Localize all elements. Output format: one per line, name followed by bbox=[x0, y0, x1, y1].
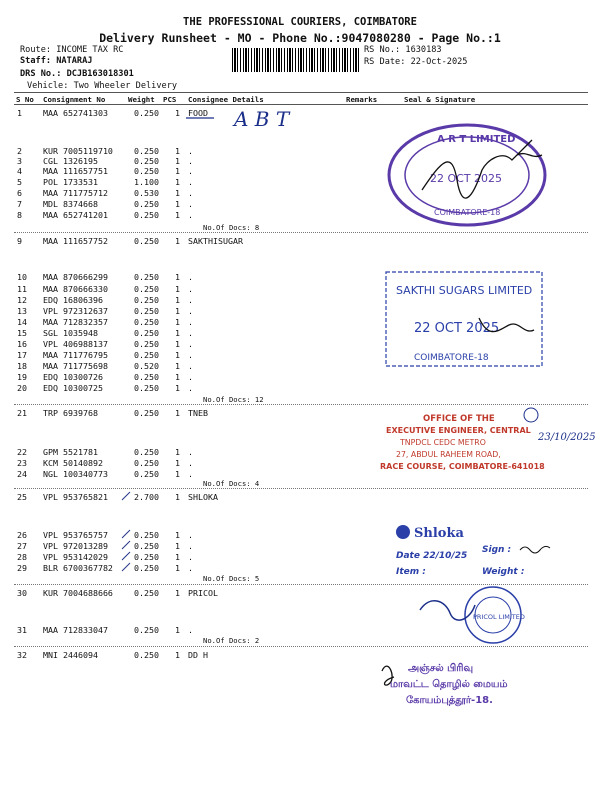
row-weight: 0.250 bbox=[134, 306, 159, 316]
row-consignee: . bbox=[188, 306, 193, 316]
drs-label: DRS No.: DCJB163018301 bbox=[20, 69, 134, 79]
svg-text:அஞ்சல் பிரிவு: அஞ்சல் பிரிவு bbox=[408, 663, 474, 674]
route-label: Route: INCOME TAX RC bbox=[20, 45, 124, 55]
row-sno: 14 bbox=[17, 317, 27, 327]
row-sno: 25 bbox=[17, 492, 27, 502]
row-sno: 15 bbox=[17, 328, 27, 338]
sakthi-sugars-stamp bbox=[384, 270, 544, 370]
barcode bbox=[232, 48, 360, 72]
row-sno: 16 bbox=[17, 339, 27, 349]
row-sno: 24 bbox=[17, 469, 27, 479]
svg-text:22 OCT 2025: 22 OCT 2025 bbox=[430, 172, 503, 185]
svg-text:23/10/2025: 23/10/2025 bbox=[538, 432, 596, 443]
row-consignee: . bbox=[188, 188, 193, 198]
row-pcs: 1 bbox=[175, 469, 180, 479]
row-consignee: . bbox=[188, 469, 193, 479]
row-weight: 0.250 bbox=[134, 372, 159, 382]
row-consignee: . bbox=[188, 383, 193, 393]
row-sno: 28 bbox=[17, 552, 27, 562]
row-consignee: FOOD bbox=[188, 108, 208, 118]
col-header-sno: S No bbox=[16, 95, 34, 104]
rs-date: RS Date: 22-Oct-2025 bbox=[364, 57, 468, 67]
row-pcs: 1 bbox=[175, 177, 180, 187]
row-pcs: 1 bbox=[175, 236, 180, 246]
table-row bbox=[0, 492, 600, 502]
row-consignment: MAA 870666330 bbox=[43, 284, 108, 294]
row-weight: 0.250 bbox=[134, 563, 159, 573]
row-consignee: . bbox=[188, 541, 193, 551]
row-consignee: . bbox=[188, 272, 193, 282]
row-pcs: 1 bbox=[175, 372, 180, 382]
row-consignment: EDQ 16806396 bbox=[43, 295, 103, 305]
row-weight: 0.250 bbox=[134, 328, 159, 338]
row-weight: 0.530 bbox=[134, 188, 159, 198]
row-weight: 0.250 bbox=[134, 284, 159, 294]
svg-text:Date 22/10/25: Date 22/10/25 bbox=[396, 551, 468, 561]
svg-text:மாவட்ட தொழில் மையம்: மாவட்ட தொழில் மையம் bbox=[390, 679, 508, 690]
row-pcs: 1 bbox=[175, 108, 180, 118]
row-pcs: 1 bbox=[175, 272, 180, 282]
svg-text:27, ABDUL RAHEEM ROAD,: 27, ABDUL RAHEEM ROAD, bbox=[396, 450, 501, 459]
pen-marks bbox=[118, 490, 138, 580]
col-header-weight: Weight bbox=[128, 95, 155, 104]
row-pcs: 1 bbox=[175, 541, 180, 551]
row-sno: 11 bbox=[17, 284, 27, 294]
row-consignment: EDQ 10300726 bbox=[43, 372, 103, 382]
row-pcs: 1 bbox=[175, 350, 180, 360]
row-weight: 0.250 bbox=[134, 350, 159, 360]
row-sno: 26 bbox=[17, 530, 27, 540]
shloka-stamp bbox=[390, 520, 565, 590]
art-limited-stamp bbox=[382, 120, 552, 230]
row-pcs: 1 bbox=[175, 328, 180, 338]
row-consignment: POL 1733531 bbox=[43, 177, 98, 187]
row-consignment: MAA 711776795 bbox=[43, 350, 108, 360]
row-consignment: VPL 972312637 bbox=[43, 306, 108, 316]
pricol-stamp bbox=[415, 585, 545, 650]
row-weight: 0.250 bbox=[134, 383, 159, 393]
row-weight: 0.250 bbox=[134, 447, 159, 457]
svg-text:Item :: Item : bbox=[396, 567, 426, 577]
row-consignment: MDL 8374668 bbox=[43, 199, 98, 209]
row-weight: 0.250 bbox=[134, 650, 159, 660]
row-consignee: . bbox=[188, 372, 193, 382]
row-pcs: 1 bbox=[175, 408, 180, 418]
row-sno: 32 bbox=[17, 650, 27, 660]
row-weight: 0.520 bbox=[134, 361, 159, 371]
row-consignee: . bbox=[188, 146, 193, 156]
row-sno: 1 bbox=[17, 108, 22, 118]
table-row bbox=[0, 383, 600, 393]
row-consignment: MAA 111657752 bbox=[43, 236, 108, 246]
svg-text:PRICOL LIMITED: PRICOL LIMITED bbox=[473, 613, 525, 621]
col-header-details: Consignee Details bbox=[188, 95, 264, 104]
row-consignee: TNEB bbox=[188, 408, 208, 418]
header-top-rule bbox=[14, 92, 588, 93]
row-consignment: MAA 652741303 bbox=[43, 108, 108, 118]
row-pcs: 1 bbox=[175, 625, 180, 635]
row-weight: 0.250 bbox=[134, 108, 159, 118]
row-consignee: . bbox=[188, 317, 193, 327]
svg-text:Sign :: Sign : bbox=[482, 545, 512, 555]
handwriting-abt bbox=[184, 104, 314, 134]
row-consignment: MAA 712833047 bbox=[43, 625, 108, 635]
row-consignee: DD H bbox=[188, 650, 208, 660]
col-header-pcs: PCS bbox=[163, 95, 177, 104]
svg-text:EXECUTIVE ENGINEER, CENTRAL: EXECUTIVE ENGINEER, CENTRAL bbox=[386, 426, 531, 435]
vehicle-label: Vehicle: Two Wheeler Delivery bbox=[27, 81, 178, 91]
row-consignee: . bbox=[188, 328, 193, 338]
row-consignment: VPL 406988137 bbox=[43, 339, 108, 349]
row-consignment: EDQ 10300725 bbox=[43, 383, 103, 393]
table-row bbox=[0, 372, 600, 382]
svg-text:OFFICE OF THE: OFFICE OF THE bbox=[423, 414, 495, 424]
row-pcs: 1 bbox=[175, 458, 180, 468]
row-consignment: NGL 100340773 bbox=[43, 469, 108, 479]
svg-text:COIMBATORE-18: COIMBATORE-18 bbox=[414, 353, 489, 363]
row-consignee: . bbox=[188, 284, 193, 294]
row-pcs: 1 bbox=[175, 650, 180, 660]
row-weight: 0.250 bbox=[134, 469, 159, 479]
row-sno: 17 bbox=[17, 350, 27, 360]
row-consignee: . bbox=[188, 361, 193, 371]
svg-text:கோயம்புத்தூர்-18.: கோயம்புத்தூர்-18. bbox=[406, 695, 493, 706]
row-weight: 0.250 bbox=[134, 530, 159, 540]
row-consignment: MNI 2446094 bbox=[43, 650, 98, 660]
row-consignee: . bbox=[188, 156, 193, 166]
row-consignee: . bbox=[188, 199, 193, 209]
row-weight: 0.250 bbox=[134, 199, 159, 209]
svg-text:SAKTHI SUGARS LIMITED: SAKTHI SUGARS LIMITED bbox=[396, 284, 533, 297]
row-sno: 8 bbox=[17, 210, 22, 220]
row-weight: 0.250 bbox=[134, 156, 159, 166]
doc-count: No.Of Docs: 8 bbox=[203, 223, 260, 232]
group-separator bbox=[14, 488, 588, 489]
row-sno: 7 bbox=[17, 199, 22, 209]
row-weight: 0.250 bbox=[134, 339, 159, 349]
tneb-office-stamp bbox=[378, 405, 598, 480]
row-weight: 0.250 bbox=[134, 625, 159, 635]
row-weight: 0.250 bbox=[134, 146, 159, 156]
row-sno: 2 bbox=[17, 146, 22, 156]
row-weight: 0.250 bbox=[134, 272, 159, 282]
row-consignee: . bbox=[188, 625, 193, 635]
doc-count: No.Of Docs: 12 bbox=[203, 395, 264, 404]
row-pcs: 1 bbox=[175, 361, 180, 371]
row-weight: 0.250 bbox=[134, 458, 159, 468]
svg-text:TNPDCL CEDC METRO: TNPDCL CEDC METRO bbox=[400, 438, 486, 447]
svg-text:Weight :: Weight : bbox=[482, 567, 525, 577]
row-weight: 0.250 bbox=[134, 236, 159, 246]
row-sno: 13 bbox=[17, 306, 27, 316]
svg-text:A B T: A B T bbox=[234, 107, 290, 131]
row-consignment: VPL 972013289 bbox=[43, 541, 108, 551]
table-row bbox=[0, 236, 600, 246]
row-sno: 27 bbox=[17, 541, 27, 551]
row-sno: 21 bbox=[17, 408, 27, 418]
row-pcs: 1 bbox=[175, 295, 180, 305]
svg-text:A R T LIMITED: A R T LIMITED bbox=[437, 134, 516, 145]
row-pcs: 1 bbox=[175, 210, 180, 220]
col-header-seal: Seal & Signature bbox=[404, 95, 476, 104]
row-consignment: MAA 711775712 bbox=[43, 188, 108, 198]
row-pcs: 1 bbox=[175, 339, 180, 349]
row-consignment: VPL 953765757 bbox=[43, 530, 108, 540]
row-consignment: CGL 1326195 bbox=[43, 156, 98, 166]
row-weight: 0.250 bbox=[134, 295, 159, 305]
row-sno: 6 bbox=[17, 188, 22, 198]
row-consignment: MAA 711775698 bbox=[43, 361, 108, 371]
doc-count: No.Of Docs: 4 bbox=[203, 479, 260, 488]
row-consignment: TRP 6939768 bbox=[43, 408, 98, 418]
row-pcs: 1 bbox=[175, 199, 180, 209]
row-consignment: VPL 953142029 bbox=[43, 552, 108, 562]
row-sno: 23 bbox=[17, 458, 27, 468]
row-sno: 20 bbox=[17, 383, 27, 393]
row-consignment: SGL 1035948 bbox=[43, 328, 98, 338]
row-consignee: . bbox=[188, 530, 193, 540]
row-weight: 2.700 bbox=[134, 492, 159, 502]
row-weight: 0.250 bbox=[134, 408, 159, 418]
row-sno: 3 bbox=[17, 156, 22, 166]
staff-label: Staff: NATARAJ bbox=[20, 56, 93, 66]
row-consignee: . bbox=[188, 210, 193, 220]
rs-number: RS No.: 1630183 bbox=[364, 45, 442, 55]
row-sno: 29 bbox=[17, 563, 27, 573]
svg-text:RACE COURSE, COIMBATORE-641018: RACE COURSE, COIMBATORE-641018 bbox=[380, 462, 545, 471]
doc-count: No.Of Docs: 5 bbox=[203, 574, 260, 583]
row-sno: 19 bbox=[17, 372, 27, 382]
row-consignee: . bbox=[188, 295, 193, 305]
row-sno: 4 bbox=[17, 166, 22, 176]
row-pcs: 1 bbox=[175, 530, 180, 540]
row-consignment: KUR 7004688666 bbox=[43, 588, 113, 598]
row-consignee: . bbox=[188, 166, 193, 176]
row-weight: 0.250 bbox=[134, 317, 159, 327]
row-consignment: MAA 712832357 bbox=[43, 317, 108, 327]
row-consignment: GPM 5521781 bbox=[43, 447, 98, 457]
row-pcs: 1 bbox=[175, 188, 180, 198]
row-weight: 0.250 bbox=[134, 210, 159, 220]
row-pcs: 1 bbox=[175, 146, 180, 156]
row-sno: 9 bbox=[17, 236, 22, 246]
row-weight: 0.250 bbox=[134, 541, 159, 551]
row-pcs: 1 bbox=[175, 563, 180, 573]
col-header-consignment: Consignment No bbox=[43, 95, 106, 104]
row-consignee: . bbox=[188, 177, 193, 187]
row-consignee: PRICOL bbox=[188, 588, 218, 598]
row-consignee: . bbox=[188, 552, 193, 562]
row-consignee: . bbox=[188, 339, 193, 349]
row-sno: 22 bbox=[17, 447, 27, 457]
row-pcs: 1 bbox=[175, 552, 180, 562]
row-pcs: 1 bbox=[175, 492, 180, 502]
row-consignee: SAKTHISUGAR bbox=[188, 236, 243, 246]
row-weight: 0.250 bbox=[134, 552, 159, 562]
row-consignment: MAA 652741201 bbox=[43, 210, 108, 220]
document-subtitle: Delivery Runsheet - MO - Phone No.:9047080280 - Page No.:1 bbox=[99, 31, 501, 45]
tamil-office-stamp bbox=[378, 655, 558, 713]
col-header-remarks: Remarks bbox=[346, 95, 378, 104]
row-consignee: . bbox=[188, 350, 193, 360]
row-weight: 0.250 bbox=[134, 166, 159, 176]
row-consignment: KCM 50140892 bbox=[43, 458, 103, 468]
row-pcs: 1 bbox=[175, 166, 180, 176]
row-consignee: SHLOKA bbox=[188, 492, 218, 502]
svg-text:22 OCT 2025: 22 OCT 2025 bbox=[414, 321, 500, 336]
row-consignment: BLR 6700367782 bbox=[43, 563, 113, 573]
row-consignee: . bbox=[188, 447, 193, 457]
row-consignee: . bbox=[188, 563, 193, 573]
svg-text:Shloka: Shloka bbox=[414, 526, 464, 541]
row-sno: 10 bbox=[17, 272, 27, 282]
document-title: THE PROFESSIONAL COURIERS, COIMBATORE bbox=[183, 16, 417, 28]
row-pcs: 1 bbox=[175, 383, 180, 393]
row-pcs: 1 bbox=[175, 317, 180, 327]
row-consignment: MAA 111657751 bbox=[43, 166, 108, 176]
row-sno: 12 bbox=[17, 295, 27, 305]
svg-text:COIMBATORE-18: COIMBATORE-18 bbox=[434, 208, 501, 217]
row-consignee: . bbox=[188, 458, 193, 468]
row-pcs: 1 bbox=[175, 156, 180, 166]
row-pcs: 1 bbox=[175, 447, 180, 457]
row-sno: 31 bbox=[17, 625, 27, 635]
row-pcs: 1 bbox=[175, 306, 180, 316]
row-sno: 30 bbox=[17, 588, 27, 598]
row-consignment: MAA 870666299 bbox=[43, 272, 108, 282]
group-separator bbox=[14, 232, 588, 233]
row-sno: 18 bbox=[17, 361, 27, 371]
row-sno: 5 bbox=[17, 177, 22, 187]
doc-count: No.Of Docs: 2 bbox=[203, 636, 260, 645]
row-consignment: VPL 953765821 bbox=[43, 492, 108, 502]
row-pcs: 1 bbox=[175, 588, 180, 598]
row-weight: 0.250 bbox=[134, 588, 159, 598]
row-pcs: 1 bbox=[175, 284, 180, 294]
row-weight: 1.100 bbox=[134, 177, 159, 187]
row-consignment: KUR 7005119710 bbox=[43, 146, 113, 156]
